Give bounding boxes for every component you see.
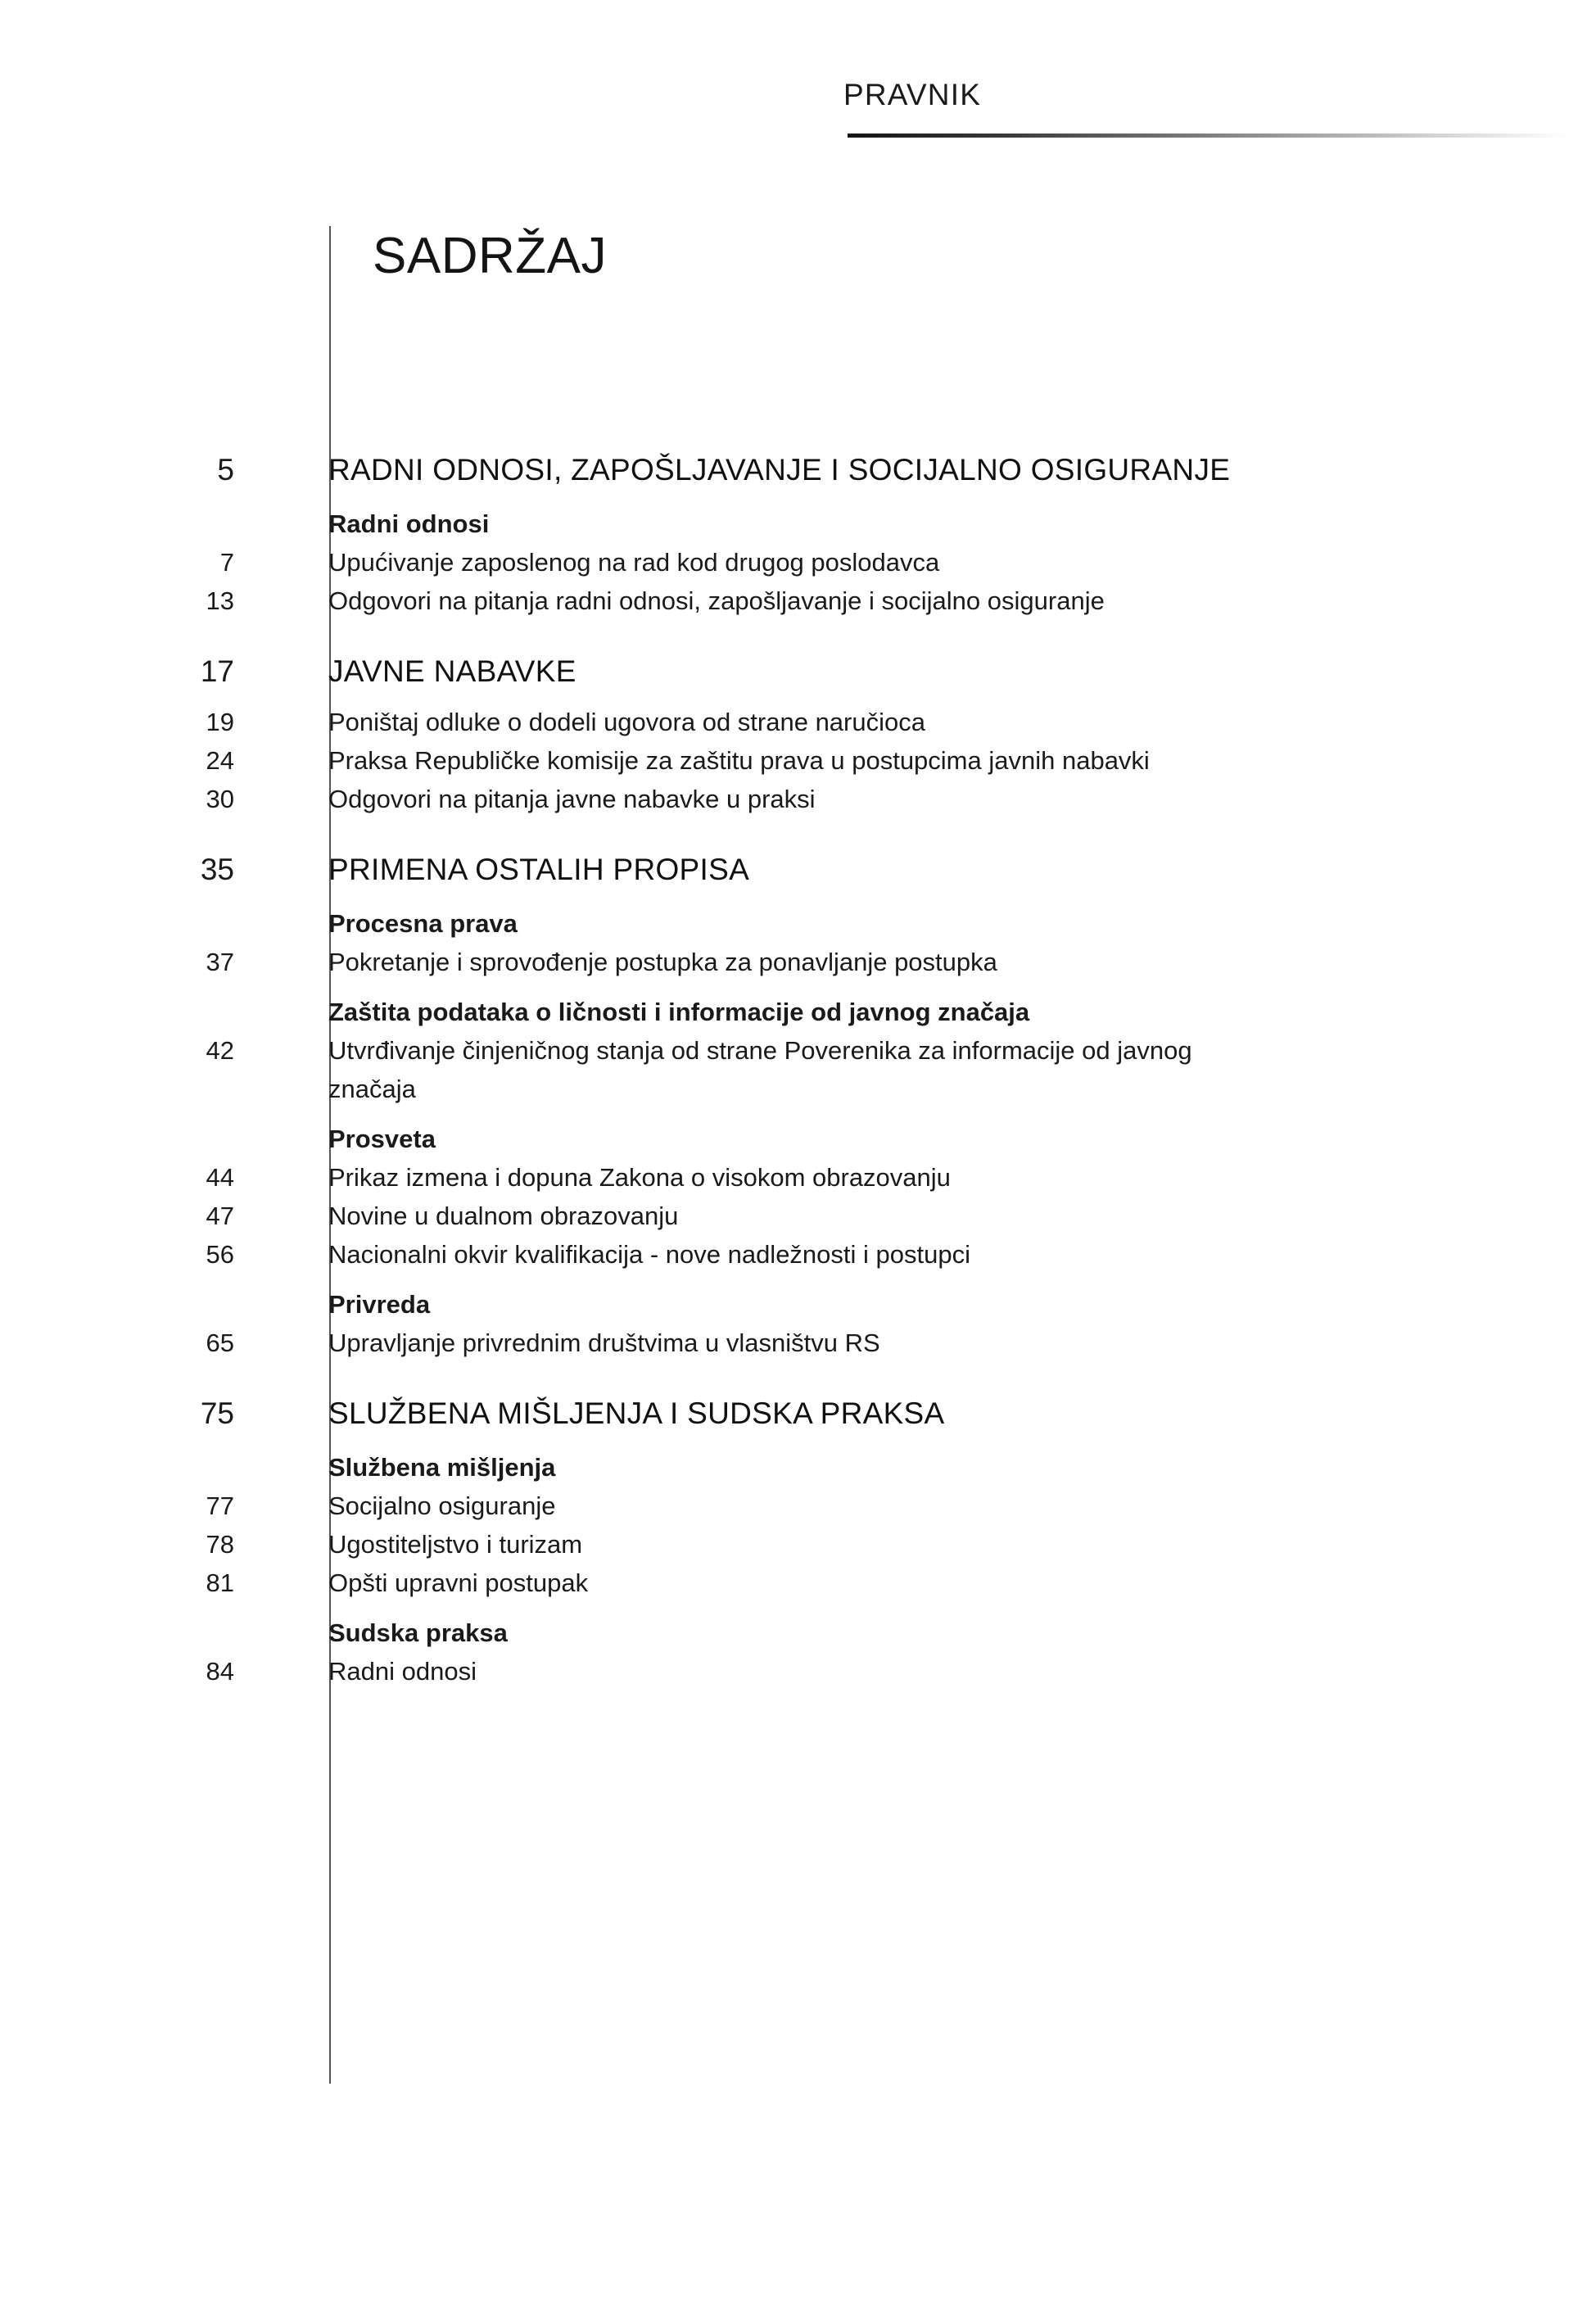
toc-page-number: 30 bbox=[206, 785, 234, 813]
toc-entry-row[interactable] bbox=[0, 1324, 1596, 1362]
page-header bbox=[0, 0, 1596, 156]
toc-page-number: 75 bbox=[200, 1396, 234, 1430]
toc-page-number: 56 bbox=[206, 1240, 234, 1269]
toc-entry-label: Odgovori na pitanja radni odnosi, zapošljavanje i socijalno osiguranje bbox=[328, 586, 1105, 615]
toc-page-number: 7 bbox=[219, 548, 234, 577]
toc-entry-label: Privreda bbox=[328, 1290, 431, 1319]
toc-entry-label: Službena mišljenja bbox=[328, 1453, 556, 1482]
toc-entry-row[interactable] bbox=[0, 582, 1596, 620]
toc-page-number: 78 bbox=[206, 1530, 234, 1559]
spacer bbox=[0, 1108, 1596, 1120]
toc-entry-row[interactable] bbox=[0, 1158, 1596, 1197]
toc-section-row[interactable] bbox=[0, 648, 1596, 695]
toc-entry-row[interactable] bbox=[0, 1031, 1596, 1108]
spacer bbox=[0, 981, 1596, 993]
toc-entry-row[interactable] bbox=[0, 1235, 1596, 1274]
toc-group-row[interactable] bbox=[0, 1614, 1596, 1652]
toc-page-number: 42 bbox=[206, 1036, 234, 1065]
toc-section-row[interactable] bbox=[0, 446, 1596, 493]
spacer bbox=[0, 1362, 1596, 1390]
toc-page-number: 5 bbox=[217, 453, 234, 487]
toc-entry-row[interactable] bbox=[0, 1487, 1596, 1525]
toc-entry-label: Novine u dualnom obrazovanju bbox=[328, 1202, 679, 1230]
toc-group-row[interactable] bbox=[0, 993, 1596, 1031]
toc-entry-label: Socijalno osiguranje bbox=[328, 1491, 556, 1520]
spacer bbox=[0, 1437, 1596, 1448]
toc-page-number: 81 bbox=[206, 1568, 234, 1597]
toc-entry-row[interactable] bbox=[0, 1197, 1596, 1235]
toc-section-row[interactable] bbox=[0, 1390, 1596, 1437]
toc-entry-label: Upućivanje zaposlenog na rad kod drugog poslodavca bbox=[328, 548, 940, 577]
running-header-title: PRAVNIK bbox=[843, 78, 982, 111]
toc-entry-row[interactable] bbox=[0, 741, 1596, 780]
toc-entry-row[interactable] bbox=[0, 703, 1596, 741]
toc-page-number: 19 bbox=[206, 708, 234, 736]
toc-page-number: 77 bbox=[206, 1491, 234, 1520]
toc-entry-label: Radni odnosi bbox=[328, 1657, 477, 1686]
toc-entry-label: Pokretanje i sprovođenje postupka za ponavljanje postupka bbox=[328, 948, 997, 976]
toc-page-number: 84 bbox=[206, 1657, 234, 1686]
toc-page-number: 44 bbox=[206, 1163, 234, 1192]
toc-entry-label: PRIMENA OSTALIH PROPISA bbox=[328, 853, 750, 886]
toc-entry-label: RADNI ODNOSI, ZAPOŠLJAVANJE I SOCIJALNO OSIGURANJE bbox=[328, 453, 1231, 487]
toc-entry-row[interactable] bbox=[0, 1525, 1596, 1564]
spacer bbox=[0, 893, 1596, 904]
toc-group-row[interactable] bbox=[0, 1285, 1596, 1324]
toc-entry-label: Radni odnosi bbox=[328, 509, 490, 538]
toc-entry-label: Poništaj odluke o dodeli ugovora od strane naručioca bbox=[328, 708, 925, 736]
toc-entry-row[interactable] bbox=[0, 1564, 1596, 1602]
toc-entry-label: Procesna prava bbox=[328, 909, 518, 938]
spacer bbox=[0, 620, 1596, 648]
toc-entry-row[interactable] bbox=[0, 780, 1596, 818]
toc-section-row[interactable] bbox=[0, 846, 1596, 893]
toc-group-row[interactable] bbox=[0, 1120, 1596, 1158]
toc-entry-list bbox=[0, 446, 1596, 1691]
toc-entry-label: Ugostiteljstvo i turizam bbox=[328, 1530, 583, 1559]
spacer bbox=[0, 1602, 1596, 1614]
toc-entry-label: Sudska praksa bbox=[328, 1618, 508, 1647]
toc-page-number: 35 bbox=[200, 853, 234, 886]
toc-group-row[interactable] bbox=[0, 904, 1596, 943]
toc-entry-label: Prosveta bbox=[328, 1125, 436, 1153]
toc-page-number: 24 bbox=[206, 746, 234, 775]
toc-entry-row[interactable] bbox=[0, 543, 1596, 582]
toc-entry-label: Opšti upravni postupak bbox=[328, 1568, 589, 1597]
toc-page-number: 13 bbox=[206, 586, 234, 615]
spacer bbox=[0, 695, 1596, 703]
toc-entry-label: Utvrđivanje činjeničnog stanja od strane Poverenika za informacije od javnog značaja bbox=[328, 1036, 1192, 1103]
toc-entry-label: Prikaz izmena i dopuna Zakona o visokom obrazovanju bbox=[328, 1163, 951, 1192]
toc-page-number: 65 bbox=[206, 1328, 234, 1357]
toc-group-row[interactable] bbox=[0, 505, 1596, 543]
page-title: SADRŽAJ bbox=[373, 228, 607, 284]
toc-entry-label: Nacionalni okvir kvalifikacija - nove nadležnosti i postupci bbox=[328, 1240, 970, 1269]
toc-entry-label: Zaštita podataka o ličnosti i informacije od javnog značaja bbox=[328, 998, 1030, 1026]
toc-entry-row[interactable] bbox=[0, 943, 1596, 981]
spacer bbox=[0, 818, 1596, 846]
toc-group-row[interactable] bbox=[0, 1448, 1596, 1487]
toc-entry-row[interactable] bbox=[0, 1652, 1596, 1691]
toc-entry-label: SLUŽBENA MIŠLJENJA I SUDSKA PRAKSA bbox=[328, 1396, 945, 1430]
toc-page-number: 17 bbox=[200, 654, 234, 688]
header-gradient-rule bbox=[848, 134, 1568, 138]
toc-entry-label: JAVNE NABAVKE bbox=[328, 654, 576, 688]
toc-entry-label: Praksa Republičke komisije za zaštitu prava u postupcima javnih nabavki bbox=[328, 746, 1150, 775]
toc-page-number: 47 bbox=[206, 1202, 234, 1230]
toc-page-number: 37 bbox=[206, 948, 234, 976]
toc-entry-label: Upravljanje privrednim društvima u vlasništvu RS bbox=[328, 1328, 880, 1357]
spacer bbox=[0, 493, 1596, 505]
spacer bbox=[0, 1274, 1596, 1285]
toc-entry-label: Odgovori na pitanja javne nabavke u praksi bbox=[328, 785, 816, 813]
